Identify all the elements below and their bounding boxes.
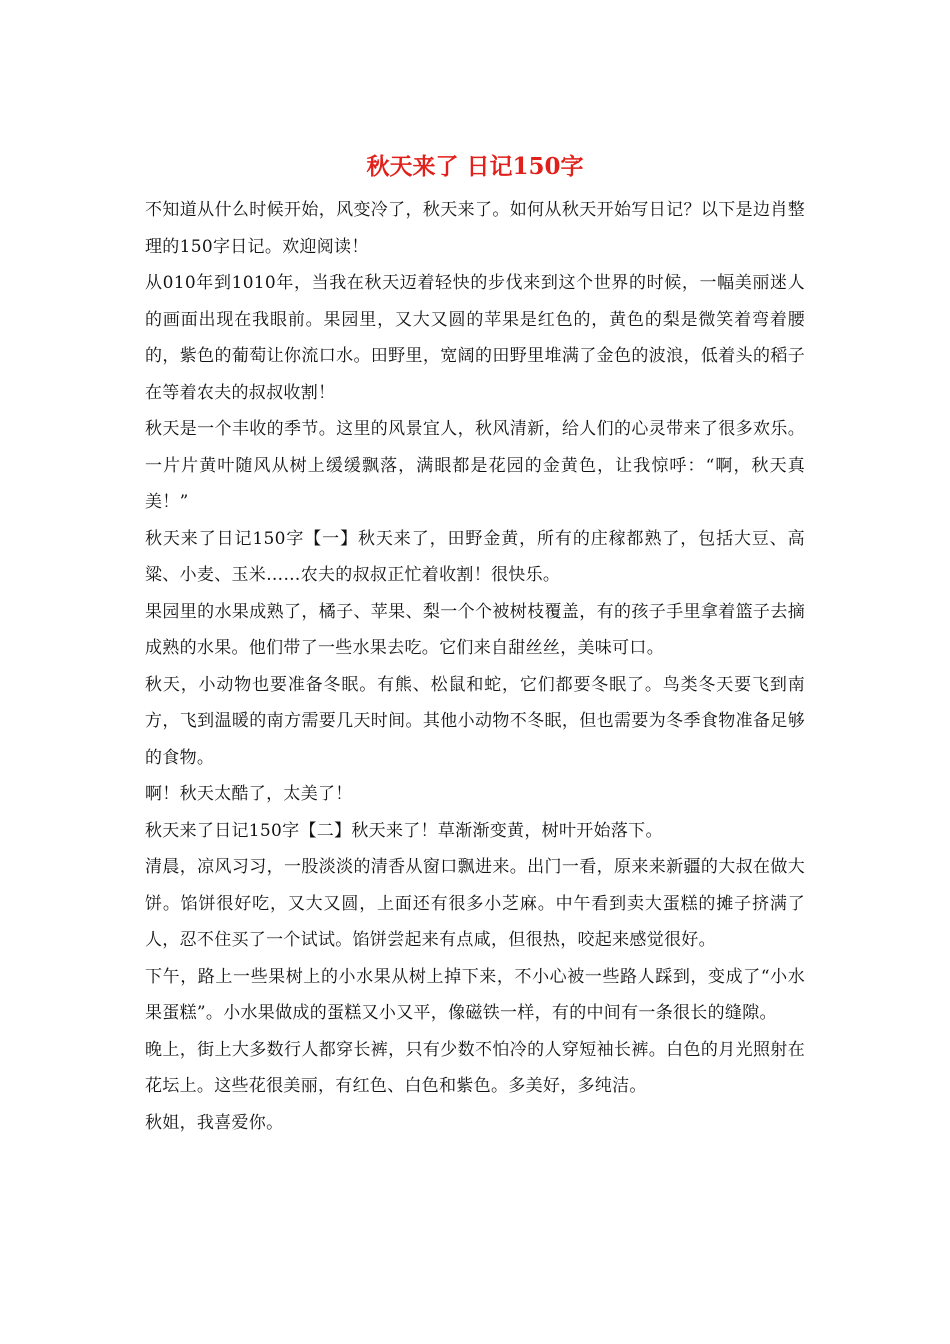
paragraph-afternoon: 下午，路上一些果树上的小水果从树上掉下来，不小心被一些路人踩到，变成了“小水果蛋糕”。小水果做成的蛋糕又小又平，像磁铁一样，有的中间有一条很长的缝隙。 (145, 966, 805, 1023)
paragraph-ripe-fruit: 果园里的水果成熟了，橘子、苹果、梨一个个被树枝覆盖，有的孩子手里拿着篮子去摘成熟的水果。他们带了一些水果去吃。它们来自甜丝丝，美味可口。 (145, 601, 805, 658)
paragraph-morning: 清晨，凉风习习，一股淡淡的清香从窗口飘进来。出门一看，原来来新疆的大叔在做大饼。馅饼很好吃，又大又圆，上面还有很多小芝麻。中午看到卖大蛋糕的摊子挤满了人，忍不住买了一个试试。馅饼尝起来有点咸，但很热，咬起来感觉很好。 (145, 857, 805, 950)
paragraph-hibernation: 秋天，小动物也要准备冬眠。有熊、松鼠和蛇，它们都要冬眠了。鸟类冬天要飞到南方，飞到温暖的南方需要几天时间。其他小动物不冬眠，但也需要为冬季食物准备足够的食物。 (145, 674, 805, 768)
paragraph-evening: 晚上，街上大多数行人都穿长裤，只有少数不怕冷的人穿短袖长裤。白色的月光照射在花坛上。这些花很美丽，有红色、白色和紫色。多美好，多纯洁。 (145, 1039, 805, 1096)
paragraph-harvest-season: 秋天是一个丰收的季节。这里的风景宜人，秋风清新，给人们的心灵带来了很多欢乐。一片片黄叶随风从树上缓缓飘落，满眼都是花园的金黄色，让我惊呼：“啊，秋天真美！” (145, 419, 805, 512)
paragraph-closing: 秋姐，我喜爱你。 (145, 1112, 284, 1133)
paragraph-diary-two: 秋天来了日记150字【二】秋天来了！草渐渐变黄，树叶开始落下。 (145, 820, 663, 841)
paragraph-exclamation: 啊！秋天太酷了，太美了！ (145, 784, 353, 804)
paragraph-intro: 不知道从什么时候开始，风变冷了，秋天来了。如何从秋天开始写日记？以下是边肖整理的150字日记。欢迎阅读！ (145, 200, 805, 257)
page-title: 秋天来了 日记150字 (366, 153, 584, 180)
paragraph-diary-one: 秋天来了日记150字【一】秋天来了，田野金黄，所有的庄稼都熟了，包括大豆、高粱、小麦、玉米……农夫的叔叔正忙着收割！很快乐。 (145, 528, 805, 585)
article-body (145, 192, 805, 1141)
paragraph-orchard-scene: 从010年到1010年，当我在秋天迈着轻快的步伐来到这个世界的时候，一幅美丽迷人的画面出现在我眼前。果园里，又大又圆的苹果是红色的，黄色的梨是微笑着弯着腰的，紫色的葡萄让你流口水。田野里，宽阔的田野里堆满了金色的波浪，低着头的稻子在等着农夫的叔叔收割！ (145, 273, 805, 403)
